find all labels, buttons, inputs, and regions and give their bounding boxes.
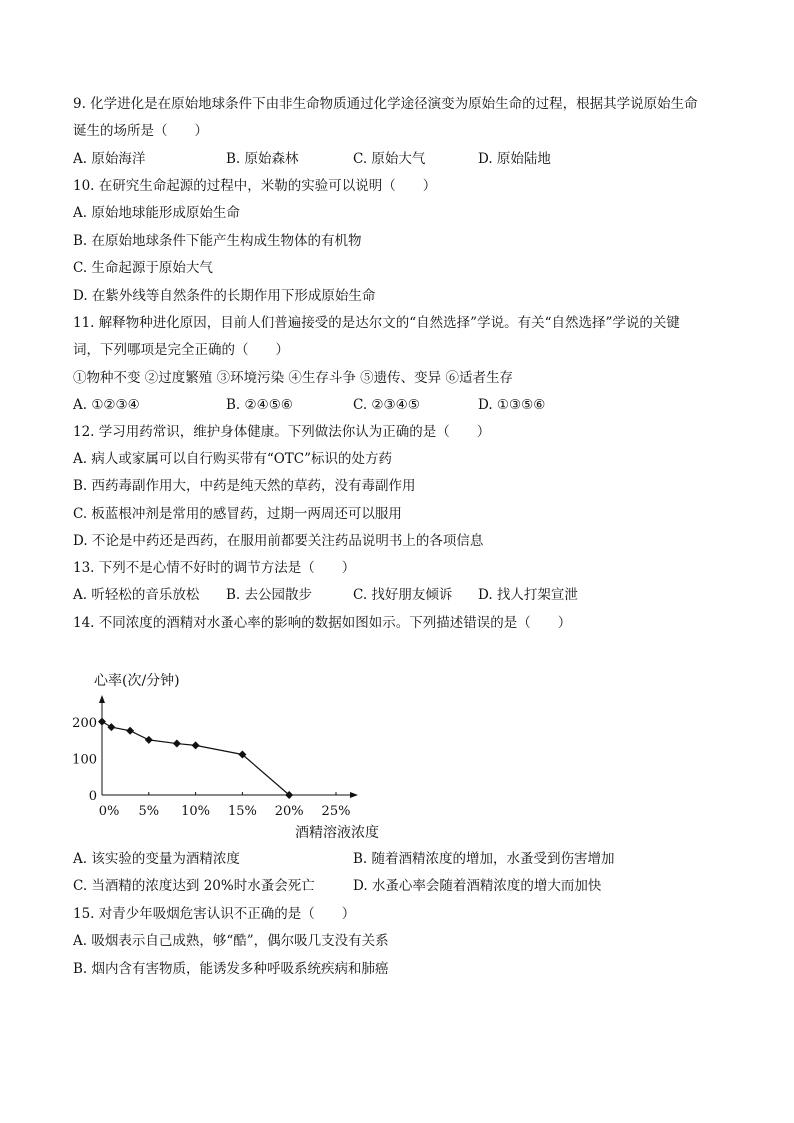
x-tick-label: 20% bbox=[274, 804, 304, 819]
q14-option-b: B. 随着酒精浓度的增加，水蚤受到伤害增加 bbox=[353, 851, 615, 867]
chart-xlabel: 酒精溶液浓度 bbox=[295, 825, 379, 841]
q14-stem: 14. 不同浓度的酒精对水蚤心率的影响的数据如图如示。下列描述错误的是（ ） bbox=[73, 615, 572, 631]
data-point bbox=[98, 718, 106, 726]
q12-option-b: B. 西药毒副作用大，中药是纯天然的草药，没有毒副作用 bbox=[73, 478, 416, 494]
q10-option-c: C. 生命起源于原始大气 bbox=[73, 260, 213, 276]
q15-option-b: B. 烟内含有害物质，能诱发多种呼吸系统疾病和肺癌 bbox=[73, 961, 389, 977]
data-point bbox=[145, 736, 153, 744]
data-point bbox=[107, 723, 115, 731]
q10-option-a: A. 原始地球能形成原始生命 bbox=[73, 205, 240, 221]
q10-stem: 10. 在研究生命起源的过程中，米勒的实验可以说明（ ） bbox=[73, 178, 437, 194]
q12-option-d: D. 不论是中药还是西药，在服用前都要关注药品说明书上的各项信息 bbox=[73, 533, 484, 549]
series-points bbox=[98, 718, 293, 799]
q11-option-a: A. ①②③④ bbox=[73, 397, 140, 413]
q13-option-d: D. 找人打架宣泄 bbox=[478, 587, 578, 603]
heart-rate-chart bbox=[72, 665, 400, 845]
q9-option-b: B. 原始森林 bbox=[226, 151, 299, 167]
data-point bbox=[173, 740, 181, 748]
q13-stem: 13. 下列不是心情不好时的调节方法是（ ） bbox=[73, 560, 356, 576]
x-tick-label: 5% bbox=[138, 804, 160, 819]
x-tick-label: 0% bbox=[98, 804, 120, 819]
x-tick-label: 25% bbox=[321, 804, 351, 819]
q13-option-c: C. 找好朋友倾诉 bbox=[353, 587, 453, 603]
q15-stem: 15. 对青少年吸烟危害认识不正确的是（ ） bbox=[73, 906, 356, 922]
q12-stem: 12. 学习用药常识，维护身体健康。下列做法你认为正确的是（ ） bbox=[73, 424, 491, 440]
q9-option-d: D. 原始陆地 bbox=[478, 151, 551, 167]
y-tick-label: 100 bbox=[72, 752, 97, 768]
q11-items: ①物种不变 ②过度繁殖 ③环境污染 ④生存斗争 ⑤遗传、变异 ⑥适者生存 bbox=[73, 370, 513, 386]
q14-option-a: A. 该实验的变量为酒精浓度 bbox=[73, 851, 240, 867]
q10-option-b: B. 在原始地球条件下能产生构成生物体的有机物 bbox=[73, 233, 362, 249]
y-ticks bbox=[72, 716, 97, 804]
data-point bbox=[126, 727, 134, 735]
q13-option-b: B. 去公园散步 bbox=[226, 587, 313, 603]
q9-option-a: A. 原始海洋 bbox=[73, 151, 146, 167]
q9-stem-line2: 诞生的场所是（ ） bbox=[73, 123, 208, 139]
q10-option-d: D. 在紫外线等自然条件的长期作用下形成原始生命 bbox=[73, 288, 376, 304]
chart-ylabel: 心率(次/分钟) bbox=[94, 673, 180, 689]
q14-option-d: D. 水蚤心率会随着酒精浓度的增大而加快 bbox=[353, 878, 602, 894]
q9-option-c: C. 原始大气 bbox=[353, 151, 426, 167]
q12-option-a: A. 病人或家属可以自行购买带有“OTC”标识的处方药 bbox=[73, 451, 393, 467]
q14-option-c: C. 当酒精的浓度达到 20%时水蚤会死亡 bbox=[73, 878, 315, 894]
q11-option-b: B. ②④⑤⑥ bbox=[226, 397, 293, 413]
y-tick-label: 0 bbox=[88, 789, 97, 804]
x-tick-label: 10% bbox=[181, 804, 211, 819]
q15-option-a: A. 吸烟表示自己成熟，够“酷”，偶尔吸几支没有关系 bbox=[73, 933, 389, 949]
q11-option-c: C. ②③④⑤ bbox=[353, 397, 420, 413]
x-axis-arrow bbox=[350, 792, 358, 798]
y-tick-label: 200 bbox=[72, 716, 97, 731]
q13-option-a: A. 听轻松的音乐放松 bbox=[73, 587, 200, 603]
x-tick-label: 15% bbox=[227, 804, 257, 819]
y-axis-arrow bbox=[99, 695, 105, 703]
data-point bbox=[192, 741, 200, 749]
q11-stem-line1: 11. 解释物种进化原因，目前人们普遍接受的是达尔文的“自然选择”学说。有关“自然选择”学说的关键 bbox=[73, 315, 680, 331]
q9-stem-line1: 9. 化学进化是在原始地球条件下由非生命物质通过化学途径演变为原始生命的过程，根据其学说原始生命 bbox=[73, 96, 698, 112]
q12-option-c: C. 板蓝根冲剂是常用的感冒药，过期一两周还可以服用 bbox=[73, 506, 402, 522]
q11-stem-line2: 词，下列哪项是完全正确的（ ） bbox=[73, 342, 289, 358]
x-ticks bbox=[99, 792, 351, 819]
q11-option-d: D. ①③⑤⑥ bbox=[478, 397, 546, 413]
